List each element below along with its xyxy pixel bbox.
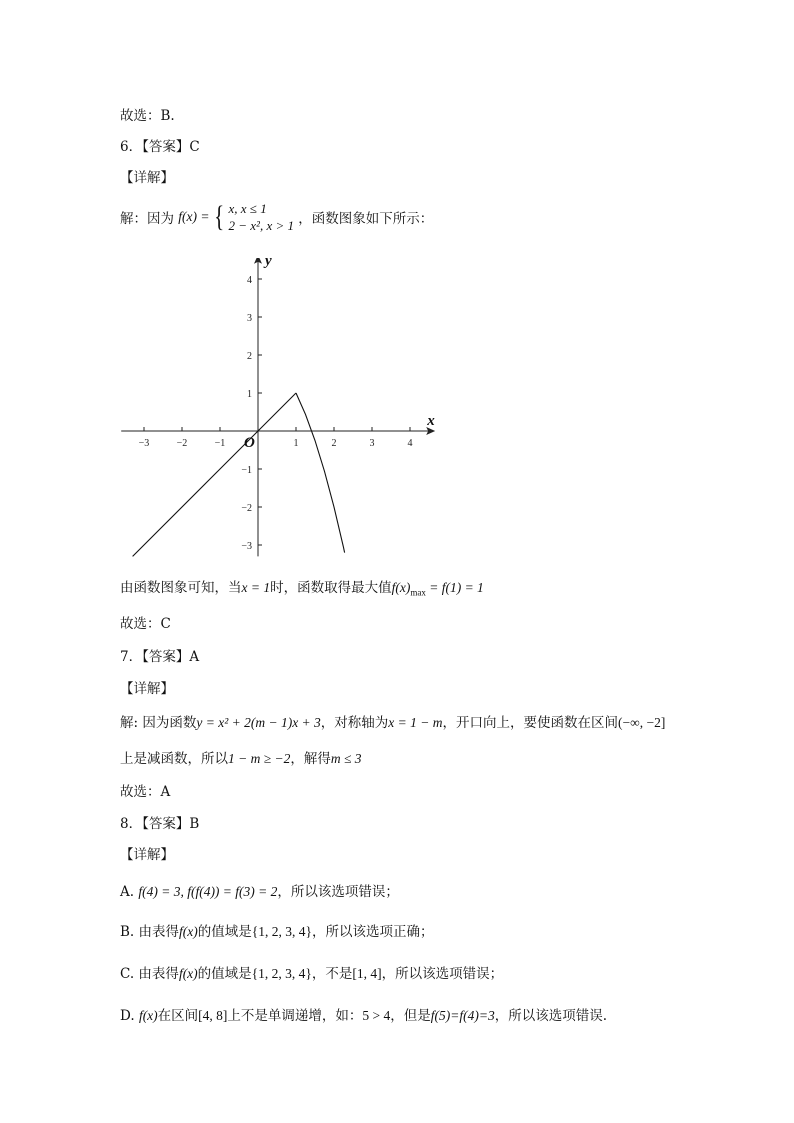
piecewise-cases [229,200,294,234]
text: 的值域是 [197,924,252,940]
function-graph [115,258,445,558]
option-c [120,962,503,982]
text-line: 故选：B. [120,108,175,124]
x-axis-label: x [427,413,435,429]
text: D. [120,1008,139,1024]
math: f(x) [179,924,198,939]
text: 上不是单调递增，如： [227,1008,363,1024]
detail-heading: 【详解】 [120,681,174,697]
text: 解: 因为函数 [120,715,197,731]
math: (−∞, −2] [618,715,666,730]
y-tick-label: −1 [241,465,252,476]
math: f(x) [178,966,198,981]
text: 在区间 [157,1008,199,1024]
math: x = 1 − m [388,715,443,730]
answer-heading: 8．【答案】B [120,816,200,832]
answer-heading: 6．【答案】C [120,139,200,155]
option-b [120,920,433,940]
solution-line [120,747,362,767]
text: ，解得 [290,751,331,767]
detail-heading: 【详解】 [120,847,174,863]
option-d [120,1004,607,1024]
brace: { [213,200,225,233]
case-2: 2 − x², x > 1 [228,218,294,233]
text: 解：因为 [120,211,174,227]
option-a [120,880,399,900]
text: ，所以该选项错误； [277,884,399,900]
x-tick-label: −2 [176,438,188,449]
subscript: max [410,587,426,598]
y-tick-label: 1 [247,389,252,400]
y-tick-label: −2 [241,503,252,514]
text: ，函数图象如下所示： [298,211,434,227]
math: {1, 2, 3, 4} [251,966,312,981]
x-tick-label: 4 [407,438,413,449]
text: A. [120,884,139,900]
math: f(4) = 3, f(f(4)) = f(3) = 2 [138,884,278,899]
y-tick-label: 4 [247,275,252,286]
text: 上是减函数，所以 [120,751,228,767]
y-axis-label: y [265,258,272,269]
origin-label: O [244,435,255,451]
x-tick-label: 2 [331,438,337,449]
math: f(x) [138,1008,158,1023]
math: = f(1) = 1 [425,580,484,595]
math: 1 − m ≥ −2 [228,751,291,766]
text: 的值域是 [197,966,252,982]
y-tick-label: 2 [247,351,252,362]
math: [4, 8] [198,1008,228,1023]
solution-line [120,711,665,731]
text-line: 故选：A [120,784,171,800]
x-tick-label: −3 [138,438,150,449]
piecewise-line [120,200,433,234]
x-tick-label: 1 [293,438,299,449]
text: ，不是 [311,966,353,982]
math: y = x² + 2(m − 1)x + 3 [196,715,321,730]
text-line: 故选：C [120,616,171,632]
text: ，所以该选项错误. [494,1008,608,1024]
x-tick-label: −1 [214,438,226,449]
x-tick-label: 3 [369,438,375,449]
math: f(5)=f(4)=3 [430,1008,495,1023]
text: B. 由表得 [120,924,180,940]
y-tick-label: −3 [241,541,252,552]
series-line [133,393,296,556]
y-tick-label: 3 [247,313,252,324]
series-line [293,393,345,553]
detail-heading: 【详解】 [120,170,174,186]
math: x = 1 [241,580,271,595]
math: {1, 2, 3, 4} [251,924,312,939]
text: C. 由表得 [120,966,179,982]
text: ，所以该选项错误； [381,966,504,982]
text: ，对称轴为 [320,715,389,731]
answer-heading: 7．【答案】A [120,649,200,665]
text: ，所以该选项正确； [311,924,434,940]
math: [1, 4] [352,966,382,981]
math: m ≤ 3 [330,751,362,766]
text: ，但是 [390,1008,431,1024]
text: ，开口向上，要使函数在区间 [442,715,619,731]
text: 时，函数取得最大值 [270,580,392,596]
conclusion-line [120,576,484,598]
math: 5 > 4 [362,1008,391,1023]
function-expr: f(x) = [178,209,210,224]
text: 由函数图象可知，当 [120,580,242,596]
case-1: x, x ≤ 1 [228,201,267,216]
math: f(x) [391,580,411,595]
